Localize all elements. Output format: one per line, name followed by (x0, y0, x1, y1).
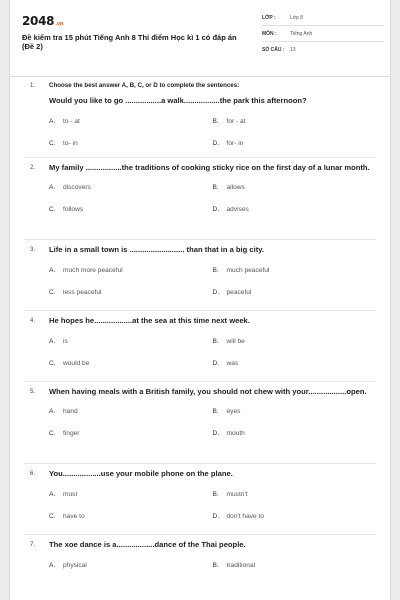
option-text: will be (226, 337, 245, 345)
site-logo[interactable] (22, 14, 262, 28)
question-number: 5. (30, 389, 36, 395)
question-text: You..................use your mobile phone on the plane. (49, 469, 233, 478)
option-letter: B. (212, 183, 219, 191)
answer-option[interactable] (49, 400, 213, 422)
option-letter: A. (49, 490, 56, 498)
meta-key: SỐ CÂU : (262, 47, 285, 53)
logo-main: 2048 (22, 14, 55, 28)
question-item (24, 158, 376, 240)
option-text: allows (226, 183, 245, 191)
question-number: 6. (30, 471, 36, 477)
option-letter: B. (212, 337, 219, 345)
page-header (10, 0, 390, 62)
option-text: hand (63, 407, 78, 415)
answer-option[interactable] (49, 554, 213, 576)
answer-option[interactable] (213, 281, 377, 303)
meta-value: Lớp 8 (290, 14, 304, 21)
option-text: eyes (226, 407, 241, 415)
option-letter: D. (212, 205, 220, 213)
document-page (9, 0, 391, 600)
question-item (24, 77, 376, 158)
answer-option[interactable] (213, 176, 377, 198)
option-letter: C. (49, 139, 56, 147)
meta-value: Tiếng Anh (290, 30, 313, 37)
answer-option[interactable] (49, 422, 213, 444)
answer-option[interactable] (49, 505, 213, 527)
option-text: mustn't (226, 490, 248, 498)
answer-option[interactable] (49, 176, 213, 198)
option-letter: A. (49, 183, 56, 191)
option-text: discovers (63, 183, 91, 191)
options-grid (49, 110, 376, 154)
option-letter: B. (212, 490, 219, 498)
question-text: When having meals with a British family, you should not chew with your..................open. (49, 387, 367, 396)
option-letter: B. (212, 407, 219, 415)
question-number: 1. (30, 83, 36, 89)
options-grid (49, 330, 376, 374)
options-grid (49, 176, 376, 220)
option-text: much peaceful (226, 266, 270, 274)
option-letter: C. (49, 205, 56, 213)
answer-option[interactable] (49, 352, 213, 374)
answer-option[interactable] (213, 400, 377, 422)
option-letter: C. (49, 288, 56, 296)
meta-table (262, 0, 390, 62)
answer-option[interactable] (49, 330, 213, 352)
answer-option[interactable] (213, 483, 377, 505)
option-letter: B. (212, 266, 219, 274)
answer-option[interactable] (49, 483, 213, 505)
answer-option[interactable] (213, 422, 377, 444)
option-letter: D. (212, 139, 220, 147)
option-text: mouth (226, 429, 245, 437)
answer-option[interactable] (49, 281, 213, 303)
option-text: don't have to (226, 512, 265, 520)
answer-option[interactable] (213, 330, 377, 352)
option-letter: A. (49, 117, 56, 125)
option-text: to- in (63, 139, 78, 147)
answer-option[interactable] (49, 259, 213, 281)
option-text: less peaceful (63, 288, 102, 296)
answer-option[interactable] (213, 352, 377, 374)
question-text: The xoe dance is a..................dance of the Thai people. (49, 540, 246, 549)
answer-option[interactable] (213, 505, 377, 527)
answer-option[interactable] (213, 259, 377, 281)
option-letter: C. (49, 429, 56, 437)
answer-option[interactable] (49, 110, 213, 132)
question-item (24, 464, 376, 535)
option-text: to - at (63, 117, 80, 125)
option-text: have to (63, 512, 85, 520)
logo-suffix: .vn (55, 21, 64, 27)
question-number: 3. (30, 247, 36, 253)
option-letter: A. (49, 266, 56, 274)
question-text: My family .................the traditions of cooking sticky rice on the first day of a lunar month. (49, 163, 370, 172)
answer-option[interactable] (213, 110, 377, 132)
question-number: 2. (30, 165, 36, 171)
answer-option[interactable] (213, 554, 377, 576)
option-letter: A. (49, 407, 56, 415)
meta-value: 13 (290, 47, 296, 53)
answer-option[interactable] (49, 198, 213, 220)
question-item (24, 535, 376, 585)
option-letter: B. (212, 117, 219, 125)
option-text: was (226, 359, 239, 367)
option-text: advises (226, 205, 249, 213)
option-text: follows (63, 205, 84, 213)
question-text: Would you like to go .................a walk.................the park this afternoon? (49, 96, 307, 105)
options-grid (49, 400, 376, 444)
answer-option[interactable] (213, 132, 377, 154)
options-grid (49, 483, 376, 527)
option-letter: B. (212, 561, 219, 569)
question-instructions: Choose the best answer A, B, C, or D to complete the sentences: (49, 82, 240, 89)
meta-key: MÔN : (262, 30, 277, 37)
option-text: finger (63, 429, 80, 437)
question-text: Life in a small town is .......................... than that in a big city. (49, 245, 265, 254)
page-title: Đề kiểm tra 15 phút Tiếng Anh 8 Thí điểm Học kì 1 có đáp án (Đề 2) (22, 33, 237, 51)
option-letter: D. (212, 359, 220, 367)
option-letter: D. (212, 512, 220, 520)
option-letter: C. (49, 512, 56, 520)
answer-option[interactable] (49, 132, 213, 154)
question-item (24, 382, 376, 464)
option-text: would be (63, 359, 90, 367)
option-text: traditional (226, 561, 256, 569)
option-letter: A. (49, 561, 56, 569)
option-text: for - at (226, 117, 246, 125)
meta-row-count (262, 42, 384, 58)
meta-row-class (262, 10, 384, 26)
option-letter: C. (49, 359, 56, 367)
options-grid (49, 259, 376, 303)
option-letter: D. (212, 429, 220, 437)
meta-row-subject (262, 26, 384, 42)
question-item (24, 240, 376, 311)
option-letter: D. (212, 288, 220, 296)
meta-key: LỚP : (262, 14, 276, 21)
option-text: physical (63, 561, 87, 569)
question-list (10, 77, 390, 585)
option-text: for- in (226, 139, 244, 147)
option-text: must (63, 490, 78, 498)
option-letter: A. (49, 337, 56, 345)
options-grid (49, 554, 376, 576)
option-text: is (63, 337, 68, 345)
question-item (24, 311, 376, 382)
question-number: 7. (30, 542, 36, 548)
option-text: peaceful (226, 288, 252, 296)
question-number: 4. (30, 318, 36, 324)
header-left (10, 0, 262, 62)
option-text: much more peaceful (63, 266, 123, 274)
question-text: He hopes he..................at the sea at this time next week. (49, 316, 250, 325)
answer-option[interactable] (213, 198, 377, 220)
